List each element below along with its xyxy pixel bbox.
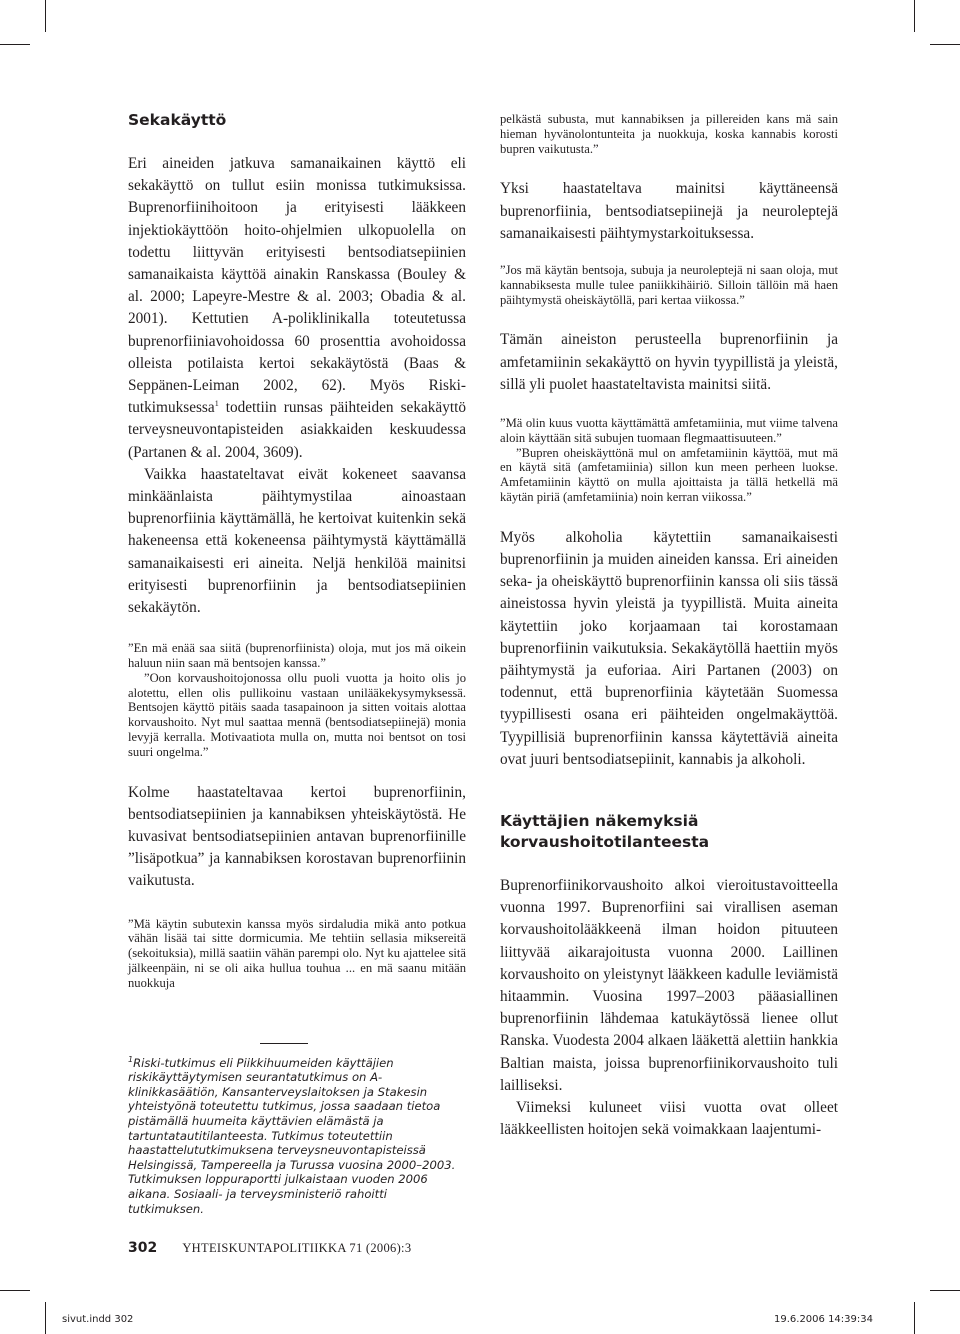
interview-quote: pelkästä subusta, mut kannabiksen ja pillereiden kans mä sain hieman hyvänolontunteita ja nuokkuja, koska kannabis korosti bupren vaikutusta.” [500,112,838,156]
paragraph: Myös alkoholia käytettiin samanaikaisesti buprenorfiinin ja muiden aineiden kanssa. Eri aineiden seka- ja oheiskäyttö buprenorfiinin kanssa oli siis tässä aineistossa hyvin yleistä ja tyypillistä. Muita aineita käytettiin joko korjaamaan tai korostamaan buprenorfiinin vaikutuksia. Sekakäytöllä haettiin myös päihtymystä ja euforiaa. Airi Partanen (2003) on todennut, että buprenorfiinia käytetään Suomessa tyypillisesti osana eri päihteiden ongelmakäyttöä. Tyypillisiä buprenorfiinin kanssa käytettäviä aineita ovat juuri bentsodiatsepiinit, kannabis ja alkoholi. [500,528,838,768]
footnote-reference: 1 [214,399,219,409]
crop-mark-bottom-left-v [45,1302,46,1334]
crop-mark-bottom-right-v [914,1302,915,1334]
footnote-divider [260,1043,308,1044]
interview-quote: ”En mä enää saa siitä (buprenorfiinista) oloja, mut jos mä oikein haluun niin saan mä bentsojen kanssa.” [128,641,466,671]
footnote-mark: 1 [128,1054,134,1064]
crop-mark-top-left-v [45,0,46,32]
crop-mark-top-left-h [0,44,30,45]
right-column [500,112,838,1141]
paragraph: Kolme haastateltavaa kertoi buprenorfiinin, bentsodiatsepiinien ja kannabiksen yhteiskäytöstä. He kuvasivat bentsodiatsepiinien antavan buprenorfiinille ”lisäpotkua” ja kannabiksen korostavan buprenorfiinin vaikutusta. [128,783,466,890]
interview-quote: ”Jos mä käytän bentsoja, subuja ja neuroleptejä ni saan oloja, mut kannabiksesta mulle tulee paniikkihäiriö. Silloin tällöin mä haen päihtymystä oheiskäytöllä, pari kertaa viikossa.” [500,263,838,307]
interview-quote: ”Mä olin kuus vuotta käyttämättä amfetamiinia, mut viime talvena aloin käyttään sitä subujen tuomaan flegmaattisuuteen.” [500,416,838,445]
section-heading-sekakaytto: Sekakäyttö [128,111,227,129]
footnote-text: Riski-tutkimus eli Piikkihuumeiden käyttäjien riskikäyttäytymisen seurantatutkimus on A-klinikkasäätiön, Kansanterveyslaitoksen ja Stakesin yhteistyönä toteutettu tutkimus, jossa saadaan tietoa pistämällä huumeita käyttävien elämästä ja tartuntatautitilanteesta. Tutkimus toteutettiin haastattelututkimuksena terveysneuvontapisteissä Helsingissä, Tampereella ja Turussa vuosina 2000–2003. Tutkimuksen loppuraportti julkaistaan vuoden 2006 aikana. Sosiaali- ja terveysministeriö rahoitti tutkimuksen. [128,1055,456,1216]
crop-mark-bottom-right-h [930,1290,960,1291]
crop-mark-bottom-left-h [0,1290,30,1291]
paragraph: Vaikka haastateltavat eivät kokeneet saavansa minkäänlaista päihtymystilaa ainoastaan buprenorfiinia käyttämällä, he kertoivat kuitenkin sekä hakeneensa että kokeneensa päihtymystä käyttämällä samanaikaisesti eri aineita. Neljä henkilöä mainitsi erityisesti buprenorfiinin ja bentsodiatsepiinien sekakäytön. [128,465,466,617]
paragraph: Yksi haastateltava mainitsi käyttäneensä buprenorfiinia, bentsodiatsepiinejä ja neuroleptejä samanaikaisesti päihtymystarkoituksessa. [500,180,838,242]
interview-quote: ”Oon korvaushoitojonossa ollu puoli vuotta ja hoito olis jo alotettu, ellen olis pullikoinu vastaan unilääkekysymyksessä. Bentsojen käyttö pitäis saada tasapainoon ja sitten voitais alottaa korvaushoito. Nyt mul saattaa mennä (bentsodiatsepiinejä) monia levyjä kerralla. Motivaatiota mulla on, mutta noi bentsot on tosi suuri ongelma.” [128,670,466,759]
left-column [128,100,466,1216]
paragraph [128,153,466,464]
interview-quote: ”Mä käytin subutexin kanssa myös sirdaludia mikä anto potkua vähän lisää tai sitte dormicumia. Me tehtiin sellasia miksereitä (sekoituksia), millä saatiin vähän parempi olo. Nyt ku ajattelee sitä jälkeenpäin, ni se oli aika hullua touhua ... en mä saanu mitään nuokkuja [128,916,466,990]
footnote [128,1056,466,1217]
interview-quote: ”Bupren oheiskäyttönä mul on amfetamiinin käyttöä, mut mä en käytä sitä (amfetamiinia) sillon kun meen perheen luokse. Amfetamiinin käyttö on mulla ajoittaista ja tällä hetkellä mä käytän piriä (amfetamiinia) noin kerran viikossa.” [500,445,838,504]
slug-filename: sivut.indd 302 [62,1314,134,1325]
paragraph: Buprenorfiinikorvaushoito alkoi vieroitustavoitteella vuonna 1997. Buprenorfiini sai virallisen aseman korvaushoitolääkkeenä ilman hoidon pituuteen liittyvää aikarajoitusta vuonna 2000. Laillinen korvaushoito on yleistynyt lääkkeen kadulle leviämistä hitaammin. Vuosina 1997–2003 pääasiallinen buprenorfiinin lähdemaa katukäytössä lienee ollut Ranska. Vuodesta 2004 alkaen lääkettä alettiin hankkia Baltian maista, joissa buprenorfiinikorvaushoito tuli lailliseksi. [500,877,838,1094]
crop-mark-top-right-h [930,44,960,45]
paragraph-text: Eri aineiden jatkuva samanaikainen käyttö eli sekakäyttö on tullut esiin monissa tutkimuksissa. Buprenorfiinihoitoon ja erityisesti lääkkeen injektiokäyttöön hoito-ohjelmien ulkopuolella on todettu liittyvän erityisesti bentsodiatsepiinien samanaikaista käyttöä ainakin Ranskassa (Bouley & al. 2000; Lapeyre-Mestre & al. 2003; Obadia & al. 2001). Kettutien A-poliklinikalla toteutetussa buprenorfiiniavohoidossa 60 prosenttia avohoidossa olleista potilaista kertoi sekakäytöstä (Baas & Seppänen-Leiman 2002, 62). Myös Riski-tutkimuksessa [128,155,466,417]
journal-name: YHTEISKUNTAPOLITIIKKA 71 (2006):3 [182,1241,412,1255]
page-footer [128,1240,411,1256]
section-heading-kayttajien-nakemyksia: Käyttäjien näkemyksiä korvaushoitotilanteesta [500,812,710,852]
slug-timestamp: 19.6.2006 14:39:34 [774,1314,873,1325]
paragraph-text: todettiin runsas päihteiden sekakäyttö terveysneuvontapisteiden asiakkaiden keskuudessa (Partanen & al. 2004, 3609). [128,399,466,461]
crop-mark-top-right-v [914,0,915,32]
paragraph: Tämän aineiston perusteella buprenorfiinin ja amfetamiinin sekakäyttö on hyvin tyypillistä ja yleistä, sillä yli puolet haastateltavista mainitsi siitä. [500,331,838,393]
page-number: 302 [128,1240,158,1256]
paragraph: Viimeksi kuluneet viisi vuotta ovat olleet lääkkeellisten hoitojen sekä voimakkaan laajentumi- [500,1099,838,1139]
